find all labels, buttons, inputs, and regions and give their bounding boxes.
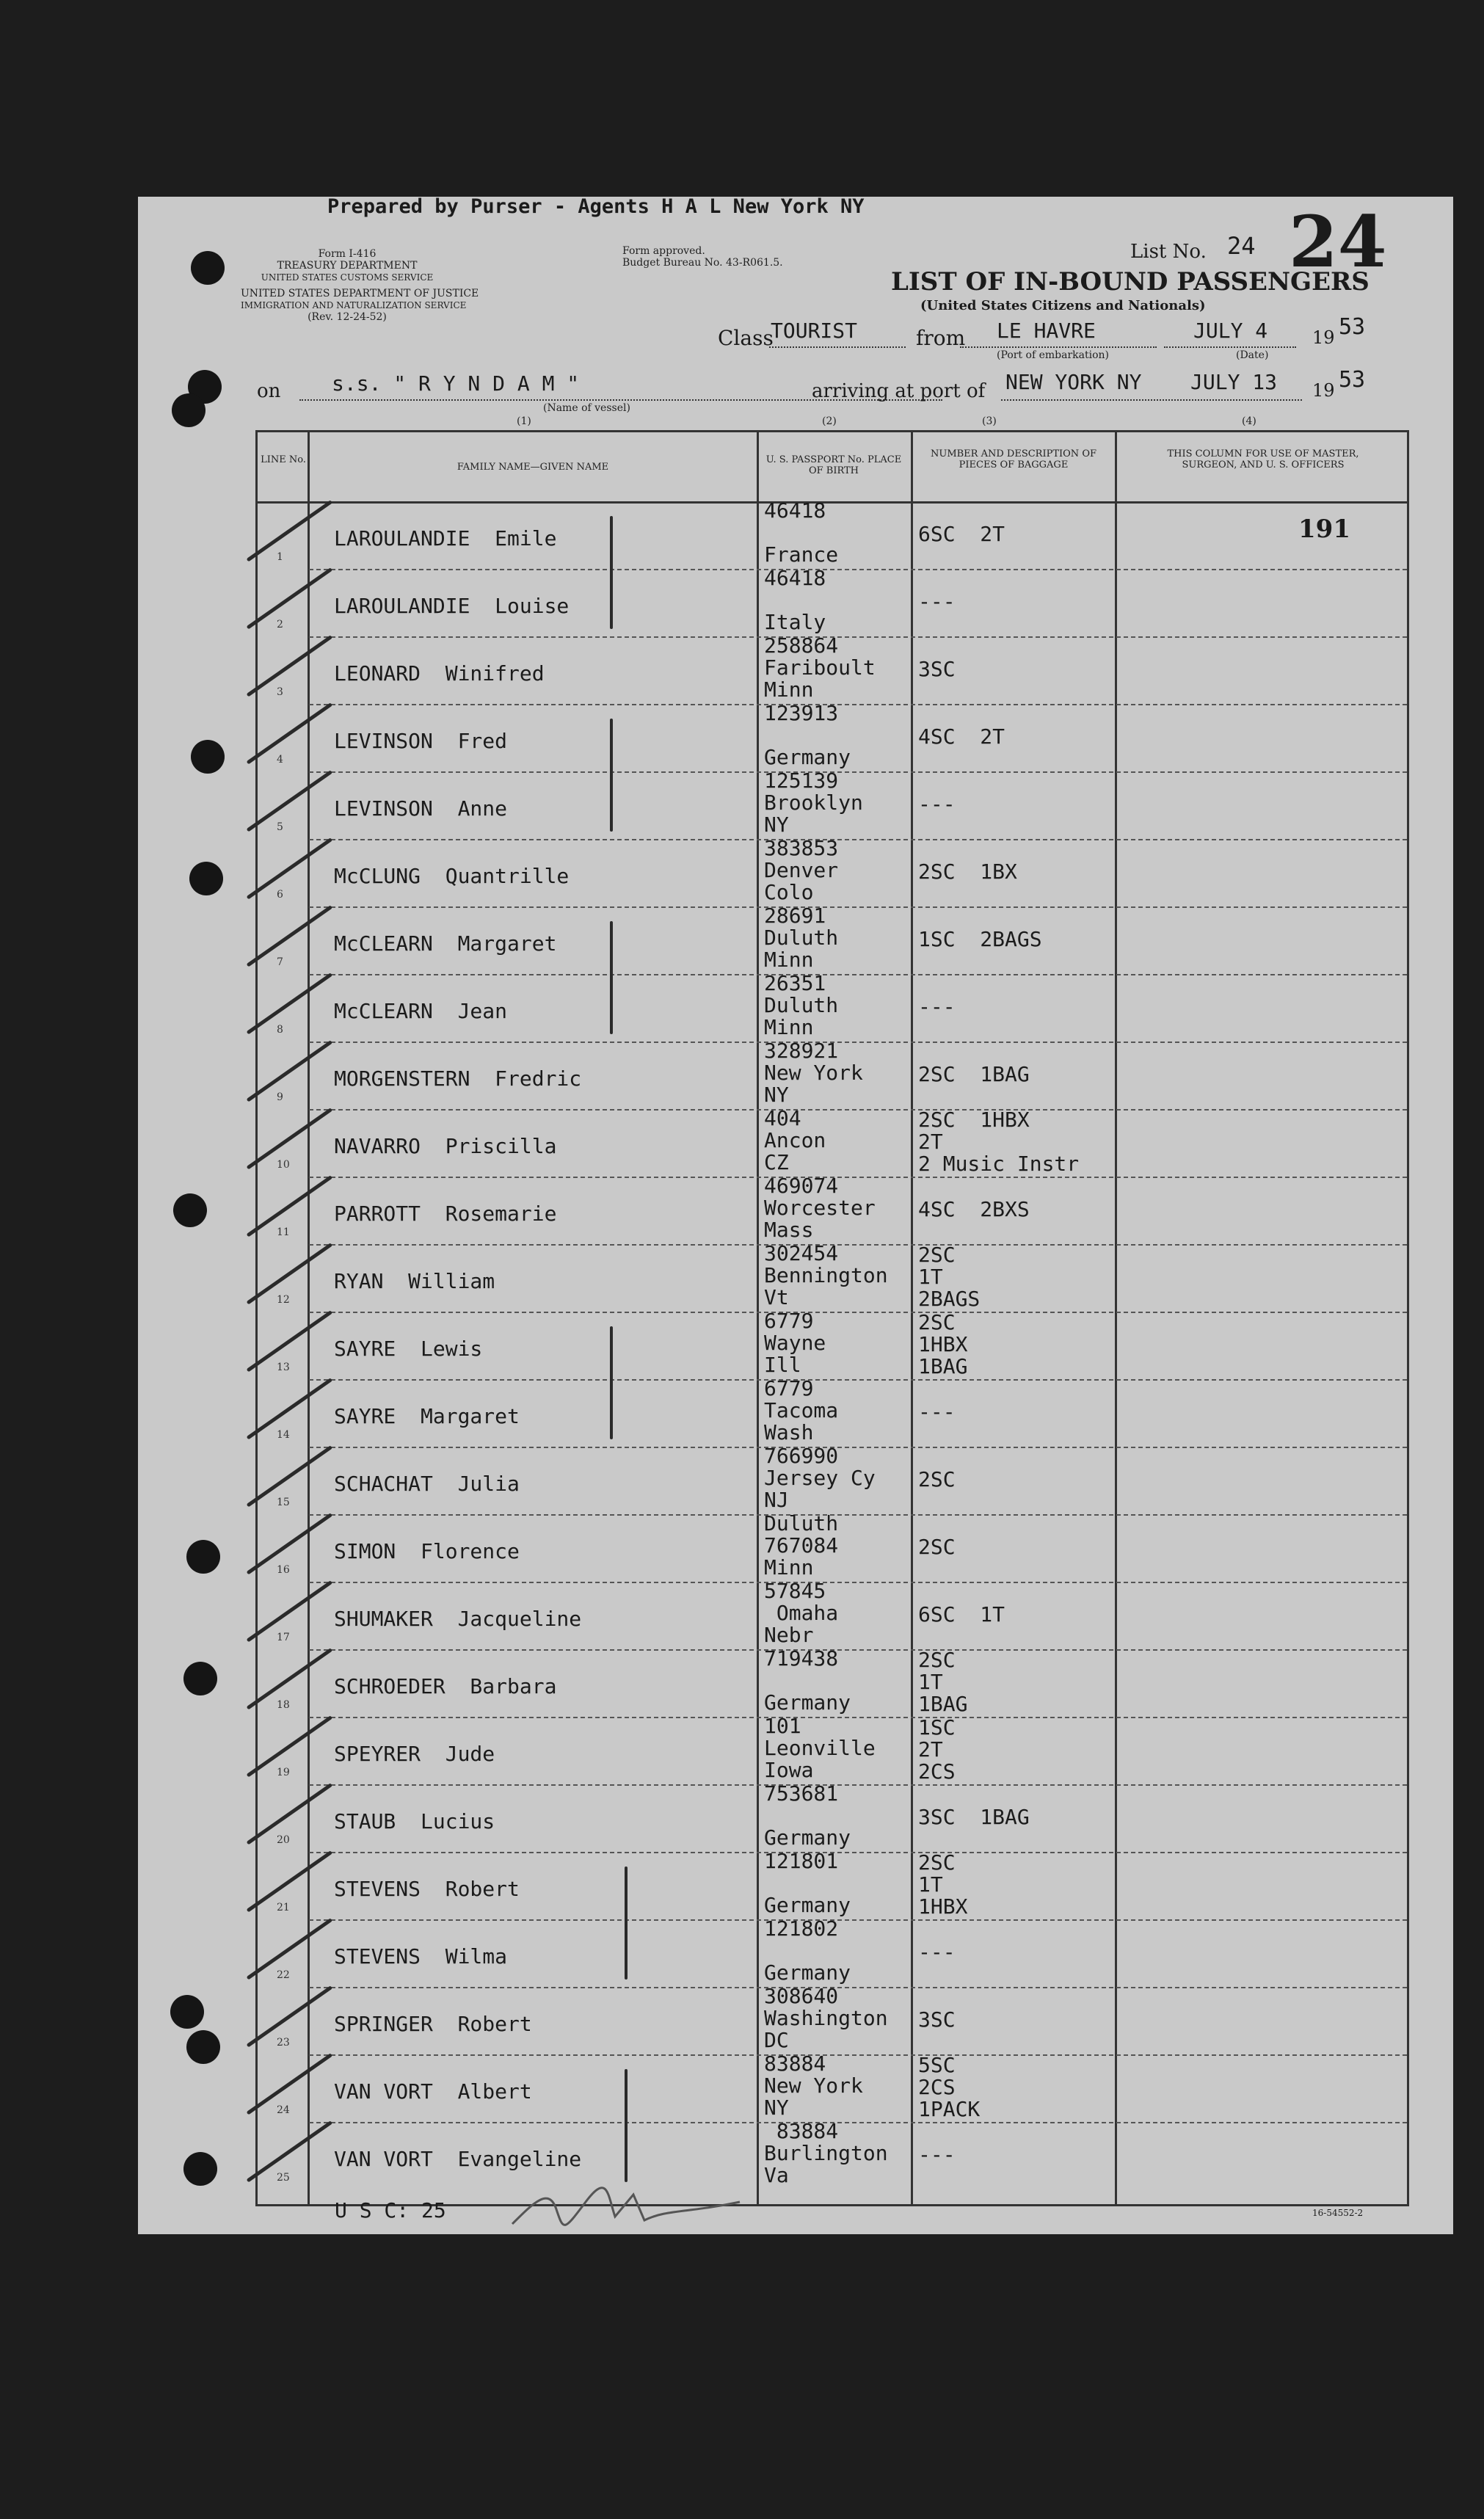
- passenger-name: McCLEARN Jean: [334, 999, 508, 1023]
- line-number: 17: [277, 1632, 290, 1643]
- passenger-name: SIMON Florence: [334, 1539, 520, 1563]
- baggage-description: 4SC 2T: [918, 724, 1005, 749]
- line-number: 4: [277, 754, 283, 766]
- passport-birthplace: 121802 Germany: [764, 1916, 851, 1985]
- passport-birthplace: 83884 New York NY: [764, 2051, 863, 2120]
- baggage-description: 2SC: [918, 1467, 956, 1491]
- passenger-table: [255, 430, 1409, 2206]
- check-mark: [247, 770, 333, 832]
- passenger-name: LEONARD Winifred: [334, 661, 545, 686]
- passport-birthplace: 469074 Worcester Mass: [764, 1174, 876, 1242]
- punch-hole: [186, 1540, 220, 1574]
- baggage-description: 2SC: [918, 1535, 956, 1559]
- passport-birthplace: 404 Ancon CZ: [764, 1106, 826, 1174]
- line-number: 1: [277, 551, 283, 563]
- line-number: 3: [277, 686, 283, 698]
- line-number: 25: [277, 2172, 290, 2184]
- header-line-no: LINE No.: [261, 454, 306, 465]
- passport-birthplace: 101 Leonville Iowa: [764, 1714, 876, 1782]
- passport-birthplace: 46418 Italy: [764, 566, 826, 634]
- arrival-port: NEW YORK NY: [1005, 370, 1142, 394]
- line-number: 18: [277, 1699, 290, 1711]
- header-passport: U. S. PASSPORT No. PLACE OF BIRTH: [765, 454, 902, 476]
- baggage-description: 2SC 1T 2BAGS: [918, 1243, 981, 1311]
- passport-birthplace: 121801 Germany: [764, 1849, 851, 1917]
- passport-birthplace: 766990 Jersey Cy NJ: [764, 1444, 876, 1512]
- passenger-list-sheet: [138, 197, 1453, 2234]
- passport-birthplace: 6779 Tacoma Wash: [764, 1376, 839, 1444]
- on-label: on: [257, 380, 281, 402]
- revision-date: (Rev. 12-24-52): [308, 311, 387, 323]
- column-2-marker: (2): [822, 415, 837, 427]
- family-bracket-stroke: [610, 516, 613, 629]
- passport-birthplace: 328921 New York NY: [764, 1039, 863, 1107]
- family-bracket-stroke: [610, 921, 613, 1034]
- list-big-number: 24: [1289, 200, 1387, 283]
- passport-birthplace: 125139 Brooklyn NY: [764, 768, 863, 837]
- header-officers: THIS COLUMN FOR USE OF MASTER, SURGEON, AND U. S. OFFICERS: [1167, 448, 1359, 470]
- ins-service: IMMIGRATION AND NATURALIZATION SERVICE: [241, 300, 467, 310]
- passenger-name: SCHACHAT Julia: [334, 1472, 520, 1496]
- customs-service: UNITED STATES CUSTOMS SERVICE: [261, 272, 434, 283]
- officer-note: 191: [1298, 515, 1350, 544]
- line-number: 24: [277, 2104, 290, 2116]
- punch-hole: [191, 251, 225, 285]
- from-label: from: [916, 326, 966, 350]
- usc-count: U S C: 25: [335, 2198, 446, 2222]
- family-bracket-stroke: [625, 1866, 628, 1980]
- punch-hole: [183, 2152, 217, 2186]
- baggage-description: ---: [918, 1400, 956, 1424]
- class-label: Class: [718, 326, 774, 350]
- line-number: 2: [277, 619, 283, 630]
- baggage-description: 6SC 2T: [918, 522, 1005, 546]
- arrival-date: JULY 13: [1190, 370, 1278, 394]
- passport-birthplace: 383853 Denver Colo: [764, 836, 839, 904]
- baggage-description: 6SC 1T: [918, 1602, 1005, 1626]
- baggage-description: 5SC 2CS 1PACK: [918, 2053, 981, 2121]
- baggage-description: 2SC 1BAG: [918, 1062, 1030, 1086]
- baggage-description: 3SC 1BAG: [918, 1805, 1030, 1829]
- list-no-value: 24: [1227, 232, 1256, 260]
- baggage-description: 2SC 1BX: [918, 859, 1017, 884]
- baggage-description: 2SC 1T 1BAG: [918, 1648, 968, 1716]
- embark-date: JULY 4: [1193, 319, 1268, 343]
- baggage-description: ---: [918, 2142, 956, 2167]
- passenger-name: McCLUNG Quantrille: [334, 864, 570, 888]
- treasury-dept: TREASURY DEPARTMENT: [277, 260, 418, 272]
- check-mark: [247, 567, 333, 629]
- passport-birthplace: 28691 Duluth Minn: [764, 904, 839, 972]
- passenger-name: LAROULANDIE Louise: [334, 594, 570, 618]
- baggage-description: 3SC: [918, 657, 956, 681]
- passenger-name: MORGENSTERN Fredric: [334, 1066, 582, 1091]
- baggage-description: ---: [918, 589, 956, 614]
- baggage-description: ---: [918, 1940, 956, 1964]
- justice-dept: UNITED STATES DEPARTMENT OF JUSTICE: [241, 288, 479, 299]
- check-mark: [247, 702, 333, 764]
- officer-signature: [505, 2180, 747, 2239]
- passenger-name: SPEYRER Jude: [334, 1742, 495, 1766]
- passenger-name: LEVINSON Fred: [334, 729, 508, 753]
- passport-birthplace: 719438 Germany: [764, 1646, 851, 1715]
- line-number: 9: [277, 1091, 283, 1103]
- line-number: 11: [277, 1226, 290, 1238]
- baggage-description: 2SC 1HBX 1BAG: [918, 1310, 968, 1378]
- line-number: 12: [277, 1294, 290, 1306]
- punch-hole: [183, 1662, 217, 1695]
- baggage-description: 3SC: [918, 2007, 956, 2032]
- prepared-by-line: Prepared by Purser - Agents H A L New York NY: [327, 195, 865, 218]
- baggage-description: 2SC 1T 1HBX: [918, 1850, 968, 1919]
- column-1-marker: (1): [517, 415, 531, 427]
- year-2: 53: [1339, 367, 1366, 393]
- passport-birthplace: 26351 Duluth Minn: [764, 971, 839, 1039]
- baggage-description: ---: [918, 995, 956, 1019]
- baggage-description: ---: [918, 792, 956, 816]
- year-prefix-2: 19: [1312, 380, 1335, 401]
- form-approved: Form approved.: [622, 245, 705, 257]
- passenger-name: LEVINSON Anne: [334, 796, 508, 821]
- line-number: 16: [277, 1564, 290, 1576]
- passport-birthplace: 308640 Washington DC: [764, 1984, 888, 2052]
- check-mark: [247, 500, 333, 561]
- baggage-description: 2SC 1HBX 2T 2 Music Instr: [918, 1108, 1080, 1176]
- passenger-name: RYAN William: [334, 1269, 495, 1293]
- form-number: Form I-416: [318, 248, 377, 260]
- year-1: 53: [1339, 314, 1366, 340]
- form-code: 16-54552-2: [1312, 2208, 1364, 2218]
- list-title: LIST OF IN-BOUND PASSENGERS: [891, 267, 1370, 297]
- line-number: 10: [277, 1159, 290, 1171]
- punch-hole: [189, 862, 223, 895]
- budget-bureau: Budget Bureau No. 43-R061.5.: [622, 257, 783, 269]
- list-subtitle: (United States Citizens and Nationals): [920, 298, 1206, 313]
- baggage-description: 4SC 2BXS: [918, 1197, 1030, 1221]
- punch-hole: [172, 393, 205, 427]
- check-mark: [247, 635, 333, 697]
- date-caption: (Date): [1236, 349, 1269, 361]
- line-number: 19: [277, 1767, 290, 1778]
- passenger-name: SHUMAKER Jacqueline: [334, 1607, 582, 1631]
- from-port: LE HAVRE: [997, 319, 1096, 343]
- line-number: 21: [277, 1902, 290, 1913]
- column-4-marker: (4): [1242, 415, 1256, 427]
- passenger-name: NAVARRO Priscilla: [334, 1134, 557, 1158]
- line-number: 14: [277, 1429, 290, 1441]
- arriving-label: arriving at port of: [812, 380, 986, 402]
- passport-birthplace: 57845 Omaha Nebr: [764, 1579, 839, 1647]
- family-bracket-stroke: [625, 2069, 628, 2182]
- check-mark: [247, 973, 333, 1034]
- passport-birthplace: 302454 Bennington Vt: [764, 1241, 888, 1309]
- check-mark: [247, 905, 333, 967]
- passenger-name: PARROTT Rosemarie: [334, 1202, 557, 1226]
- baggage-description: 1SC 2BAGS: [918, 927, 1042, 951]
- check-mark: [247, 837, 333, 899]
- passport-birthplace: 46418 France: [764, 498, 839, 567]
- passenger-name: STEVENS Robert: [334, 1877, 520, 1901]
- vessel-name: s.s. " R Y N D A M ": [332, 371, 580, 396]
- passenger-name: VAN VORT Evangeline: [334, 2147, 582, 2171]
- header-baggage: NUMBER AND DESCRIPTION OF PIECES OF BAGGAGE: [930, 448, 1096, 470]
- passport-birthplace: Duluth 767084 Minn: [764, 1511, 839, 1580]
- passenger-name: STAUB Lucius: [334, 1809, 495, 1833]
- passenger-name: STEVENS Wilma: [334, 1944, 508, 1969]
- passenger-name: SCHROEDER Barbara: [334, 1674, 557, 1698]
- line-number: 15: [277, 1497, 290, 1508]
- line-number: 5: [277, 821, 283, 833]
- baggage-description: 1SC 2T 2CS: [918, 1715, 956, 1784]
- line-number: 13: [277, 1362, 290, 1373]
- punch-hole: [186, 2030, 220, 2064]
- year-prefix-1: 19: [1312, 327, 1335, 348]
- passport-birthplace: 6779 Wayne Ill: [764, 1309, 826, 1377]
- family-bracket-stroke: [610, 1326, 613, 1439]
- line-number: 20: [277, 1834, 290, 1846]
- header-name: FAMILY NAME—GIVEN NAME: [457, 462, 609, 473]
- passenger-name: SAYRE Lewis: [334, 1337, 483, 1361]
- passport-birthplace: 753681 Germany: [764, 1781, 851, 1850]
- vessel-caption: (Name of vessel): [543, 402, 630, 414]
- class-value: TOURIST: [771, 319, 858, 343]
- passenger-name: SPRINGER Robert: [334, 2012, 532, 2036]
- family-bracket-stroke: [610, 719, 613, 832]
- embarkation-caption: (Port of embarkation): [997, 349, 1109, 361]
- passenger-name: SAYRE Margaret: [334, 1404, 520, 1428]
- line-number: 23: [277, 2037, 290, 2049]
- column-3-marker: (3): [982, 415, 997, 427]
- line-number: 7: [277, 956, 283, 968]
- punch-hole: [191, 740, 225, 774]
- list-no-label: List No.: [1130, 241, 1207, 263]
- passenger-name: VAN VORT Albert: [334, 2079, 532, 2104]
- line-number: 8: [277, 1024, 283, 1036]
- passport-birthplace: 258864 Fariboult Minn: [764, 633, 876, 702]
- punch-hole: [173, 1193, 207, 1227]
- line-number: 22: [277, 1969, 290, 1981]
- passport-birthplace: 83884 Burlington Va: [764, 2119, 888, 2187]
- punch-hole: [170, 1995, 204, 2029]
- check-mark: [247, 1040, 333, 1102]
- passport-birthplace: 123913 Germany: [764, 701, 851, 769]
- line-number: 6: [277, 889, 283, 901]
- passenger-name: McCLEARN Margaret: [334, 931, 557, 956]
- passenger-name: LAROULANDIE Emile: [334, 526, 557, 550]
